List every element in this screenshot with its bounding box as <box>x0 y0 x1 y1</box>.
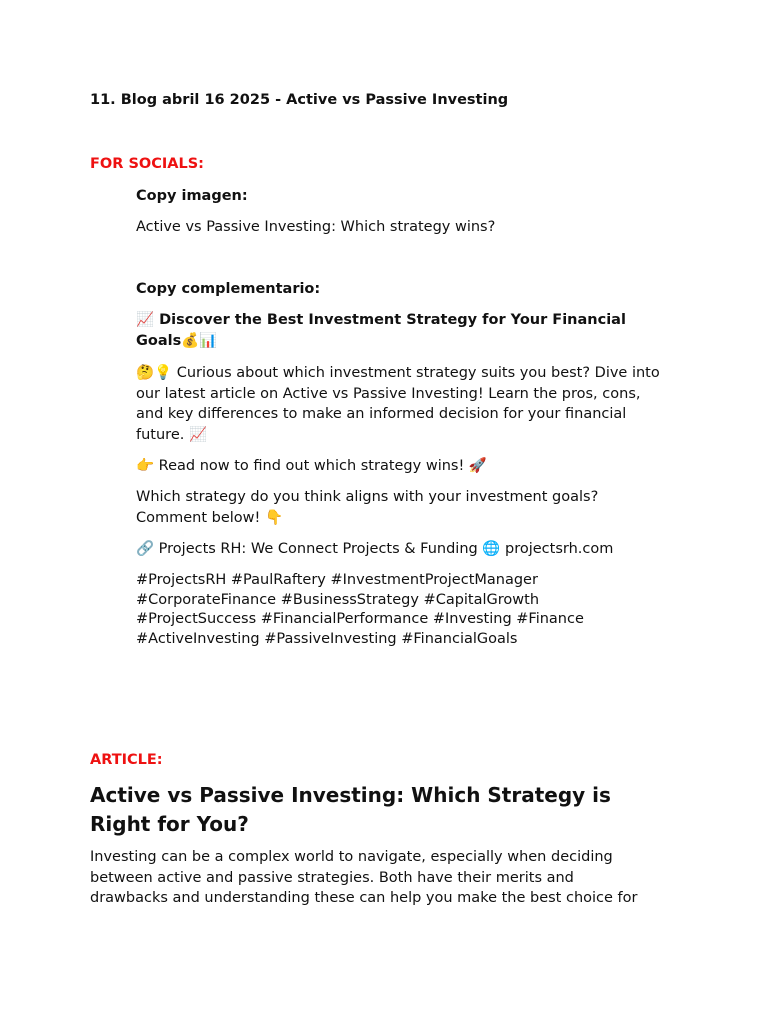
social-body-line: our latest article on Active vs Passive Investing! Learn the pros, cons, <box>136 385 641 402</box>
social-question-line: Comment below! 👇 <box>136 509 284 526</box>
social-body <box>136 363 676 445</box>
article-title-line: Active vs Passive Investing: Which Strategy is <box>90 783 611 807</box>
document-title: 11. Blog abril 16 2025 - Active vs Passive Investing <box>90 92 509 108</box>
hashtag-line: #CorporateFinance #BusinessStrategy #CapitalGrowth <box>136 591 540 608</box>
brand-line: 🔗 Projects RH: We Connect Projects & Funding 🌐 projectsrh.com <box>136 541 614 557</box>
hashtags <box>136 571 676 649</box>
social-body-line: 🤔💡 Curious about which investment strategy suits you best? Dive into <box>136 365 660 381</box>
social-body-line: future. 📈 <box>136 426 208 443</box>
read-now-line: 👉 Read now to find out which strategy wins! 🚀 <box>136 458 487 474</box>
social-question-line: Which strategy do you think aligns with your investment goals? <box>136 489 599 505</box>
article-title <box>90 781 650 838</box>
article-intro <box>90 847 680 909</box>
social-body-line: and key differences to make an informed decision for your financial <box>136 406 627 422</box>
social-headline <box>136 310 676 351</box>
article-label: ARTICLE: <box>90 752 163 768</box>
copy-imagen-label: Copy imagen: <box>136 188 248 204</box>
social-question <box>136 487 676 528</box>
article-title-line: Right for You? <box>90 811 249 836</box>
social-headline-line: 📈 Discover the Best Investment Strategy for Your Financial <box>136 312 626 328</box>
copy-imagen-text: Active vs Passive Investing: Which strategy wins? <box>136 219 496 235</box>
hashtag-line: #ProjectsRH #PaulRaftery #InvestmentProjectManager <box>136 572 538 588</box>
social-headline-line: Goals💰📊 <box>136 332 218 349</box>
hashtag-line: #ProjectSuccess #FinancialPerformance #Investing #Finance <box>136 611 584 627</box>
article-intro-line: between active and passive strategies. Both have their merits and <box>90 869 574 886</box>
copy-complementario-label: Copy complementario: <box>136 281 321 297</box>
article-intro-line: drawbacks and understanding these can help you make the best choice for <box>90 890 638 906</box>
hashtag-line: #ActiveInvesting #PassiveInvesting #FinancialGoals <box>136 630 518 647</box>
for-socials-label: FOR SOCIALS: <box>90 156 204 172</box>
article-intro-line: Investing can be a complex world to navigate, especially when deciding <box>90 849 613 865</box>
